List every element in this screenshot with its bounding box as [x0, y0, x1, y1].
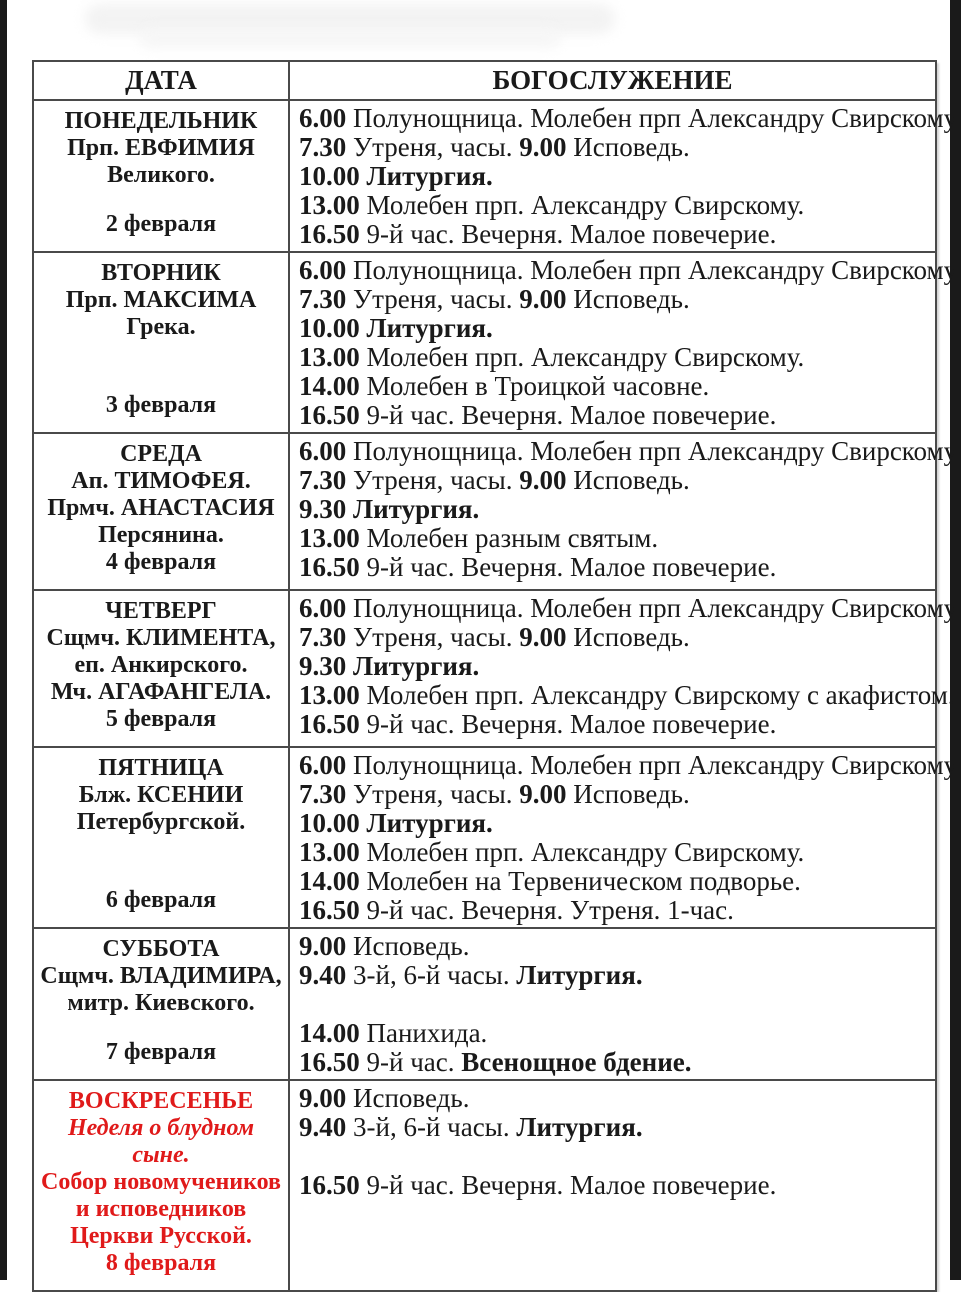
date-label: 6 февраля [105, 887, 217, 913]
date-cell [34, 591, 290, 746]
service-time-or-bold: 9.30 Литургия. [299, 651, 480, 681]
service-time-or-bold: 16.50 [299, 1047, 360, 1077]
service-time-or-bold: 6.00 [299, 103, 347, 133]
service-text: 9-й час. Вечерня. Малое повечерие. [359, 1170, 777, 1200]
service-time-or-bold: 10.00 Литургия. [299, 808, 493, 838]
day-name: ВТОРНИК [101, 260, 221, 286]
service-text: Утреня, часы. [346, 465, 520, 495]
service-time-or-bold: 13.00 [299, 342, 360, 372]
service-text: Молебен в Троицкой часовне. [359, 371, 710, 401]
service-time-or-bold: 6.00 [299, 436, 347, 466]
services-cell [290, 591, 961, 746]
service-text: Утреня, часы. [346, 284, 520, 314]
service-text: Исповедь. [566, 284, 690, 314]
service-line [299, 809, 957, 838]
service-time-or-bold: 6.00 [299, 255, 347, 285]
service-line [299, 961, 929, 990]
service-line [299, 133, 957, 162]
day-and-saints [40, 260, 282, 341]
service-line [299, 343, 957, 372]
date-label: 3 февраля [105, 392, 217, 418]
service-line [299, 838, 957, 867]
service-line [299, 191, 957, 220]
header-service: БОГОСЛУЖЕНИЕ [492, 65, 733, 95]
service-text: 9-й час. [359, 1047, 462, 1077]
service-text: Исповедь. [346, 931, 470, 961]
service-time-or-bold: 9.40 [299, 1112, 347, 1142]
service-time-or-bold: 14.00 [299, 371, 360, 401]
service-schedule-table [32, 60, 958, 1292]
saint-line: Великого. [107, 162, 215, 188]
service-time-or-bold: 7.30 [299, 284, 347, 314]
service-time-or-bold: 6.00 [299, 593, 347, 623]
service-line [299, 681, 957, 710]
table-body [34, 99, 958, 1290]
service-line [299, 401, 957, 430]
service-time-or-bold: 13.00 [299, 190, 360, 220]
day-and-saints [40, 441, 282, 549]
date-cell [34, 434, 290, 589]
service-text: 3-й, 6-й часы. [346, 960, 517, 990]
schedule-row [34, 927, 935, 1079]
service-time-or-bold: 16.50 [299, 400, 360, 430]
service-line [299, 1048, 929, 1077]
service-time-or-bold: 14.00 [299, 866, 360, 896]
service-text: 9-й час. Вечерня. Малое повечерие. [359, 219, 777, 249]
service-time-or-bold: 13.00 [299, 837, 360, 867]
service-line [299, 594, 957, 623]
day-and-saints [40, 1088, 282, 1250]
service-text: Полунощница. Молебен прп Александру Свирскому [346, 103, 958, 133]
date-label: 4 февраля [105, 549, 217, 575]
service-line [299, 256, 957, 285]
service-line [299, 1171, 929, 1200]
service-text: Молебен прп. Александру Свирскому с акафистом. [359, 680, 955, 710]
service-text: Исповедь. [566, 132, 690, 162]
service-time-or-bold: 7.30 [299, 465, 347, 495]
service-time-or-bold: 14.00 [299, 1018, 360, 1048]
schedule-row [34, 589, 958, 746]
saint-line: Собор новомучеников [41, 1169, 281, 1195]
service-time-or-bold: 9.00 [519, 779, 567, 809]
service-time-or-bold: 7.30 [299, 132, 347, 162]
service-line [299, 1113, 929, 1142]
service-text: Утреня, часы. [346, 132, 520, 162]
left-edge-bar [0, 0, 7, 1280]
service-text: Полунощница. Молебен прп Александру Свирскому [346, 255, 958, 285]
service-text: Исповедь. [346, 1083, 470, 1113]
date-cell [34, 748, 290, 927]
date-label: 2 февраля [105, 211, 217, 237]
service-time-or-bold: 13.00 [299, 523, 360, 553]
services-cell [290, 1081, 935, 1290]
saint-line: Грека. [126, 314, 196, 340]
service-line [299, 220, 957, 249]
service-text: Утреня, часы. [346, 779, 520, 809]
services-cell [290, 434, 961, 589]
service-time-or-bold: 13.00 [299, 680, 360, 710]
service-line [299, 1084, 929, 1113]
service-text: Молебен прп. Александру Свирскому. [359, 837, 805, 867]
date-label: 7 февраля [105, 1039, 217, 1065]
service-time-or-bold: 7.30 [299, 622, 347, 652]
service-time-or-bold: 6.00 [299, 750, 347, 780]
day-name: СРЕДА [120, 441, 202, 467]
day-and-saints [40, 598, 282, 706]
service-time-or-bold: Литургия. [516, 960, 643, 990]
saint-line: Прп. ЕВФИМИЯ [67, 135, 255, 161]
date-cell [34, 929, 290, 1079]
service-line [299, 285, 957, 314]
service-line [299, 524, 957, 553]
saint-line: Сщмч. КЛИМЕНТА, [46, 625, 276, 651]
service-line [299, 372, 957, 401]
service-time-or-bold: 10.00 Литургия. [299, 313, 493, 343]
date-cell [34, 1081, 290, 1290]
day-name: ВОСКРЕСЕНЬЕ [68, 1088, 254, 1114]
header-date: ДАТА [34, 62, 290, 99]
saint-line: Петербургской. [76, 809, 246, 835]
service-time-or-bold: 16.50 [299, 552, 360, 582]
service-line [299, 553, 957, 582]
service-line [299, 1142, 929, 1171]
service-line [299, 751, 957, 780]
service-time-or-bold: 9.30 Литургия. [299, 494, 480, 524]
service-time-or-bold: 16.50 [299, 895, 360, 925]
service-time-or-bold: 16.50 [299, 1170, 360, 1200]
service-line [299, 896, 957, 925]
service-line [299, 104, 957, 133]
service-time-or-bold: 9.00 [519, 465, 567, 495]
saint-line: Прмч. АНАСТАСИЯ [47, 495, 275, 521]
service-text: 9-й час. Вечерня. Малое повечерие. [359, 552, 777, 582]
schedule-row [34, 432, 958, 589]
service-text: 9-й час. Вечерня. Малое повечерие. [359, 709, 777, 739]
service-line [299, 495, 957, 524]
service-line [299, 1019, 929, 1048]
service-time-or-bold: 16.50 [299, 219, 360, 249]
services-cell [290, 748, 961, 927]
day-name: СУББОТА [102, 936, 220, 962]
service-time-or-bold: 9.00 [519, 132, 567, 162]
service-text: Полунощница. Молебен прп Александру Свирскому [346, 593, 958, 623]
service-text: 9-й час. Вечерня. Утреня. 1-час. [359, 895, 734, 925]
blurred-artifact [140, 28, 560, 48]
service-time-or-bold: 10.00 Литургия. [299, 161, 493, 191]
service-text: Молебен на Тервеническом подворье. [359, 866, 801, 896]
services-cell [290, 253, 961, 432]
services-cell [290, 101, 961, 251]
services-cell [290, 929, 935, 1079]
service-text: Молебен прп. Александру Свирскому. [359, 342, 805, 372]
date-label: 5 февраля [105, 706, 217, 732]
day-name: ПОНЕДЕЛЬНИК [64, 108, 258, 134]
service-line [299, 710, 957, 739]
service-text: Панихида. [359, 1018, 488, 1048]
schedule-row [34, 251, 958, 432]
service-text: Полунощница. Молебен прп Александру Свирскому [346, 436, 958, 466]
service-line [299, 652, 957, 681]
saint-line: Прп. МАКСИМА [65, 287, 257, 313]
saint-line: Мч. АГАФАНГЕЛА. [50, 679, 272, 705]
service-line [299, 437, 957, 466]
schedule-row [34, 1079, 935, 1290]
service-line [299, 780, 957, 809]
day-name: ЧЕТВЕРГ [105, 598, 217, 624]
saint-line: Сщмч. ВЛАДИМИРА, [40, 963, 282, 989]
schedule-row [34, 99, 958, 251]
service-line [299, 990, 929, 1019]
saint-line: Неделя о блудном сыне. [67, 1115, 255, 1168]
schedule-row [34, 746, 958, 927]
service-text: Полунощница. Молебен прп Александру Свирскому [346, 750, 958, 780]
day-name: ПЯТНИЦА [98, 755, 224, 781]
saint-line: Блж. КСЕНИИ [78, 782, 244, 808]
service-time-or-bold: 16.50 [299, 709, 360, 739]
service-line [299, 466, 957, 495]
saint-line: Церкви Русской. [70, 1223, 252, 1249]
service-line [299, 314, 957, 343]
service-time-or-bold: 9.00 [299, 1083, 347, 1113]
date-cell [34, 101, 290, 251]
day-and-saints [40, 936, 282, 1017]
service-time-or-bold: 9.00 [299, 931, 347, 961]
service-line [299, 932, 929, 961]
date-label: 8 февраля [105, 1250, 217, 1276]
service-text: Молебен прп. Александру Свирскому. [359, 190, 805, 220]
service-time-or-bold: 9.00 [519, 284, 567, 314]
table-header-row [34, 62, 935, 99]
service-text: Исповедь. [566, 779, 690, 809]
service-text: Исповедь. [566, 622, 690, 652]
service-line [299, 623, 957, 652]
service-time-or-bold: Литургия. [516, 1112, 643, 1142]
day-and-saints [40, 108, 282, 189]
saint-line: Ап. ТИМОФЕЯ. [71, 468, 251, 494]
service-text: 9-й час. Вечерня. Малое повечерие. [359, 400, 777, 430]
saint-line: митр. Киевского. [67, 990, 255, 1016]
service-line [299, 867, 957, 896]
date-cell [34, 253, 290, 432]
service-time-or-bold: 9.00 [519, 622, 567, 652]
service-time-or-bold: 9.40 [299, 960, 347, 990]
day-and-saints [40, 755, 282, 836]
service-text: Молебен разным святым. [359, 523, 659, 553]
service-text: 3-й, 6-й часы. [346, 1112, 517, 1142]
saint-line: и исповедников [75, 1196, 247, 1222]
service-text: Исповедь. [566, 465, 690, 495]
service-line [299, 162, 957, 191]
service-text: Утреня, часы. [346, 622, 520, 652]
service-time-or-bold: Всенощное бдение. [461, 1047, 692, 1077]
saint-line: Персянина. [98, 522, 224, 548]
service-time-or-bold: 7.30 [299, 779, 347, 809]
saint-line: еп. Анкирского. [74, 652, 248, 678]
